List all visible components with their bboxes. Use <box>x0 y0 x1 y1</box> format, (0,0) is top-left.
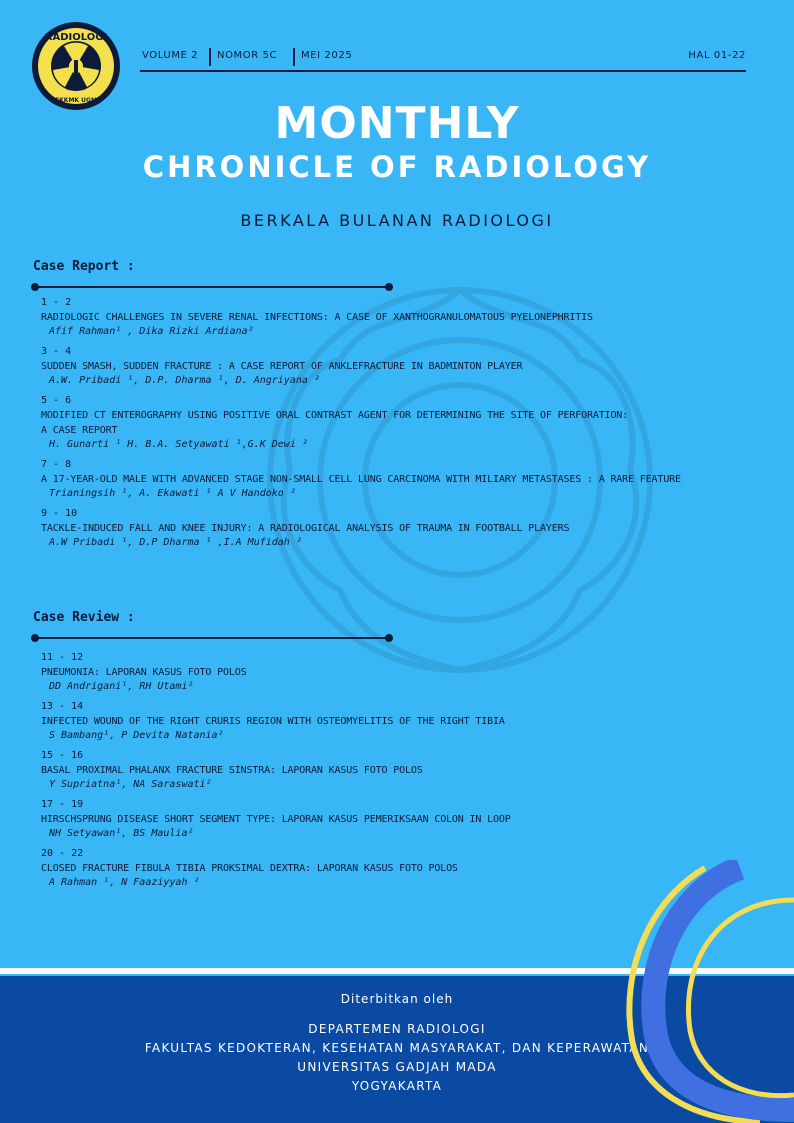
list-item[interactable] <box>41 458 786 501</box>
case-review-heading: Case Review : <box>33 610 135 625</box>
entry-authors: Trianingsih ¹, A. Ekawati ¹ A V Handoko ² <box>49 488 296 499</box>
entry-pages: 11 - 12 <box>41 652 84 663</box>
header-rule <box>140 70 746 72</box>
case-review-rule <box>33 637 391 639</box>
entry-title: CLOSED FRACTURE FIBULA TIBIA PROKSIMAL DEXTRA: LAPORAN KASUS FOTO POLOS <box>41 863 458 874</box>
publisher-university: UNIVERSITAS GADJAH MADA <box>297 1060 497 1074</box>
entry-authors: A.W. Pribadi ¹, D.P. Dharma ¹, D. Angriyana ² <box>49 375 320 386</box>
entry-authors: DD Andrigani¹, RH Utami² <box>49 681 194 692</box>
publisher-city: YOGYAKARTA <box>351 1079 443 1093</box>
entry-authors: A Rahman ¹, N Faaziyyah ² <box>49 877 200 888</box>
entry-authors: Y Supriatna¹, NA Saraswati² <box>49 779 212 790</box>
entry-title: SUDDEN SMASH, SUDDEN FRACTURE : A CASE REPORT OF ANKLEFRACTURE IN BADMINTON PLAYER <box>41 361 523 372</box>
list-item[interactable] <box>41 296 786 339</box>
entry-pages: 13 - 14 <box>41 701 84 712</box>
date-label: MEI 2025 <box>301 50 353 61</box>
entry-pages: 17 - 19 <box>41 799 84 810</box>
entry-pages: 7 - 8 <box>41 459 72 470</box>
entry-title: PNEUMONIA: LAPORAN KASUS FOTO POLOS <box>41 667 247 678</box>
list-item[interactable] <box>41 507 786 550</box>
entry-authors: S Bambang¹, P Devita Natania² <box>49 730 224 741</box>
journal-tagline: BERKALA BULANAN RADIOLOGI <box>240 211 554 230</box>
entry-title: MODIFIED CT ENTEROGRAPHY USING POSITIVE ORAL CONTRAST AGENT FOR DETERMINING THE SITE OF PERFORATION: A CASE REPORT <box>41 410 629 436</box>
journal-title: MONTHLY <box>274 98 520 149</box>
list-item[interactable] <box>41 651 786 694</box>
entry-title: INFECTED WOUND OF THE RIGHT CRURIS REGION WITH OSTEOMYELITIS OF THE RIGHT TIBIA <box>41 716 505 727</box>
entry-pages: 1 - 2 <box>41 297 72 308</box>
logo-bottom-text: FKKMK UGM <box>55 97 97 104</box>
list-item[interactable] <box>41 394 786 452</box>
entry-title: TACKLE-INDUCED FALL AND KNEE INJURY: A RADIOLOGICAL ANALYSIS OF TRAUMA IN FOOTBALL PLAYERS <box>41 523 570 534</box>
issue-info-bar <box>140 48 746 72</box>
published-by-label: Diterbitkan oleh <box>340 992 454 1006</box>
publisher-faculty: FAKULTAS KEDOKTERAN, KESEHATAN MASYARAKAT, DAN KEPERAWATAN <box>144 1041 650 1055</box>
list-item[interactable] <box>41 798 786 841</box>
entry-title: RADIOLOGIC CHALLENGES IN SEVERE RENAL INFECTIONS: A CASE OF XANTHOGRANULOMATOUS PYELONEPHRITIS <box>41 312 593 323</box>
divider <box>209 48 211 66</box>
entry-authors: H. Gunarti ¹ H. B.A. Setyawati ¹,G.K Dewi ² <box>49 439 308 450</box>
entry-pages: 20 - 22 <box>41 848 84 859</box>
number-label: NOMOR 5C <box>217 50 278 61</box>
page-range-label: HAL 01-22 <box>688 50 746 61</box>
list-item[interactable] <box>41 345 786 388</box>
entry-title: HIRSCHSPRUNG DISEASE SHORT SEGMENT TYPE: LAPORAN KASUS PEMERIKSAAN COLON IN LOOP <box>41 814 511 825</box>
volume-label: VOLUME 2 <box>142 50 199 61</box>
list-item[interactable] <box>41 700 786 743</box>
divider <box>293 48 295 66</box>
logo-top-text: RADIOLOGI <box>44 32 108 43</box>
entry-authors: Afif Rahman¹ , Dika Rizki Ardiana² <box>49 326 254 337</box>
journal-subtitle: CHRONICLE OF RADIOLOGY <box>142 150 652 184</box>
entry-pages: 5 - 6 <box>41 395 72 406</box>
entry-pages: 3 - 4 <box>41 346 72 357</box>
entry-pages: 9 - 10 <box>41 508 78 519</box>
list-item[interactable] <box>41 749 786 792</box>
entry-title: BASAL PROXIMAL PHALANX FRACTURE SINSTRA: LAPORAN KASUS FOTO POLOS <box>41 765 423 776</box>
entry-authors: NH Setyawan¹, BS Maulia² <box>49 828 194 839</box>
entry-pages: 15 - 16 <box>41 750 84 761</box>
entry-title: A 17-YEAR-OLD MALE WITH ADVANCED STAGE NON-SMALL CELL LUNG CARCINOMA WITH MILIARY METASTASES : A RARE FEATURE <box>41 474 681 485</box>
case-report-rule <box>33 286 391 288</box>
publisher-department: DEPARTEMEN RADIOLOGI <box>308 1022 486 1036</box>
case-report-heading: Case Report : <box>33 259 135 274</box>
case-report-list <box>41 296 786 556</box>
decorative-arcs <box>610 860 794 1123</box>
entry-authors: A.W Pribadi ¹, D.P Dharma ¹ ,I.A Mufidah ² <box>49 537 302 548</box>
